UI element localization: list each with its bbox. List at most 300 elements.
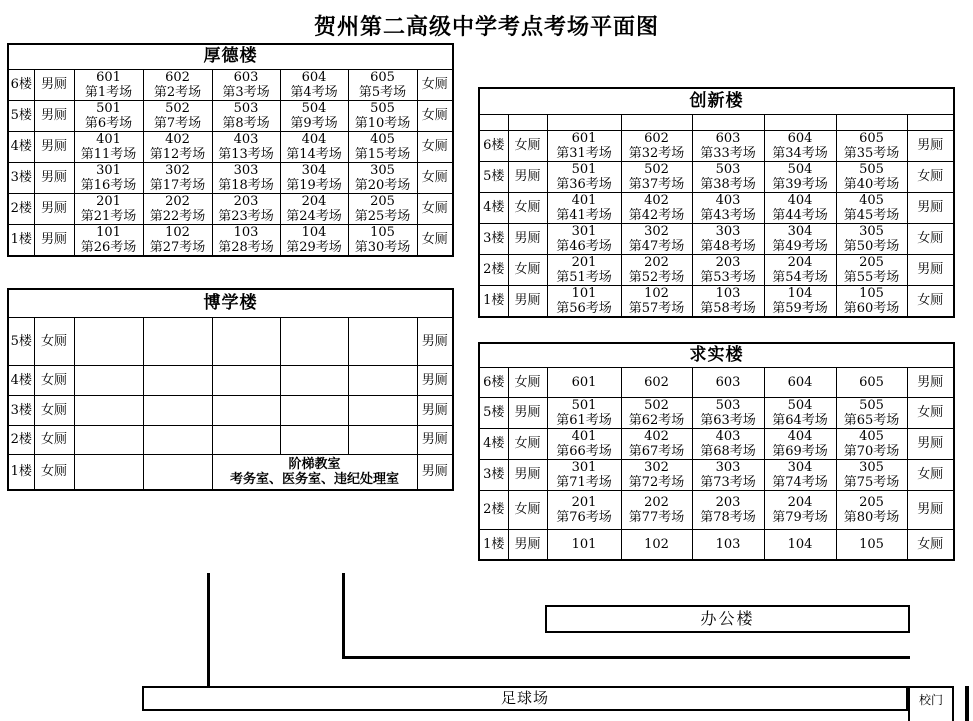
- room-number: 302: [165, 162, 190, 178]
- floor-row: [479, 367, 954, 397]
- room-number: 202: [165, 193, 190, 209]
- room-cell: [280, 162, 348, 193]
- floor-row: [8, 131, 453, 162]
- exam-room-label: 第47考场: [628, 238, 685, 254]
- toilet-cell-left: 女厕: [508, 367, 547, 397]
- floor-label: 5楼: [8, 100, 34, 131]
- toilet-cell-right: 女厕: [907, 397, 954, 428]
- exam-room-label: 第50考场: [843, 238, 900, 254]
- exam-room-label: 第48考场: [700, 238, 756, 254]
- room-cell: [348, 317, 417, 365]
- exam-room-label: 第65考场: [843, 412, 900, 428]
- room-number: 504: [301, 100, 327, 116]
- exam-room-label: 第7考场: [153, 115, 202, 131]
- toilet-cell-left: 女厕: [34, 395, 74, 425]
- toilet-cell-right: 女厕: [417, 131, 453, 162]
- room-number: 303: [715, 223, 741, 239]
- room-cell: [764, 130, 836, 161]
- exam-room-label: 第31考场: [556, 145, 612, 161]
- room-cell: [692, 367, 764, 397]
- room-number: 103: [715, 536, 741, 552]
- room-cell: [280, 69, 348, 100]
- room-number: 503: [715, 161, 741, 177]
- exam-room-label: 第37考场: [628, 176, 685, 192]
- room-number: 203: [233, 193, 259, 209]
- room-number: 302: [644, 223, 669, 239]
- toilet-cell-right: 女厕: [417, 100, 453, 131]
- exam-room-label: 第16考场: [80, 177, 137, 193]
- special-rooms-line: 考务室、医务室、违纪处理室: [229, 471, 399, 487]
- room-number: 601: [571, 374, 597, 390]
- floor-label: 2楼: [8, 425, 34, 454]
- room-cell: [212, 69, 280, 100]
- room-number: 604: [787, 374, 813, 390]
- room-cell: [621, 397, 692, 428]
- room-number: 103: [233, 224, 259, 240]
- floor-row: [479, 397, 954, 428]
- floor-row: [8, 395, 453, 425]
- room-number: 604: [787, 130, 813, 146]
- room-number: 504: [787, 161, 813, 177]
- room-number: 603: [715, 374, 741, 390]
- room-cell: [212, 193, 280, 224]
- exam-room-label: 第68考场: [700, 443, 756, 459]
- room-number: 603: [233, 69, 259, 85]
- room-cell: [74, 100, 143, 131]
- exam-room-label: 第39考场: [772, 176, 828, 192]
- floor-row: [8, 69, 453, 100]
- floor-label: 6楼: [479, 130, 508, 161]
- toilet-cell-right: 男厕: [907, 428, 954, 459]
- building-title: 创新楼: [479, 88, 954, 114]
- room-number: 501: [96, 100, 121, 116]
- room-cell: [621, 192, 692, 223]
- room-cell: [280, 224, 348, 256]
- room-cell: [280, 365, 348, 395]
- room-number: 305: [370, 162, 395, 178]
- room-cell: [764, 285, 836, 317]
- toilet-cell-right: 女厕: [417, 162, 453, 193]
- exam-room-label: 第38考场: [700, 176, 756, 192]
- room-cell: [143, 69, 212, 100]
- toilet-cell-right: 女厕: [417, 69, 453, 100]
- exam-room-label: 第13考场: [218, 146, 274, 162]
- toilet-cell-left: 女厕: [508, 192, 547, 223]
- floor-row: [8, 454, 453, 490]
- room-cell: [621, 161, 692, 192]
- exam-room-label: 第32考场: [628, 145, 685, 161]
- room-cell: [692, 130, 764, 161]
- toilet-cell-left: 男厕: [508, 161, 547, 192]
- exam-room-label: 第49考场: [772, 238, 828, 254]
- room-cell: [692, 161, 764, 192]
- exam-room-label: 第70考场: [843, 443, 900, 459]
- exam-room-label: 第46考场: [556, 238, 612, 254]
- room-number: 204: [787, 254, 813, 270]
- room-cell: [280, 395, 348, 425]
- room-cell: [836, 459, 907, 490]
- room-number: 301: [571, 223, 597, 239]
- room-cell: [143, 395, 212, 425]
- exam-room-label: 第27考场: [149, 239, 206, 255]
- floor-row: [479, 254, 954, 285]
- room-number: 402: [165, 131, 190, 147]
- room-number: 402: [644, 192, 669, 208]
- room-cell: [74, 425, 143, 454]
- room-number: 404: [301, 131, 327, 147]
- building-title: 博学楼: [8, 289, 453, 317]
- room-number: 502: [165, 100, 190, 116]
- exam-room-label: 第28考场: [218, 239, 274, 255]
- room-cell: [764, 192, 836, 223]
- room-cell: [280, 425, 348, 454]
- room-cell: [280, 317, 348, 365]
- toilet-cell-left: 男厕: [34, 100, 74, 131]
- room-cell: [836, 529, 907, 560]
- exam-room-label: 第72考场: [628, 474, 685, 490]
- toilet-cell-right: 男厕: [417, 454, 453, 490]
- room-number: 101: [96, 224, 121, 240]
- room-cell: [74, 131, 143, 162]
- room-cell: [547, 192, 621, 223]
- school-gate-label: 校门: [918, 693, 943, 707]
- exam-room-label: 第5考场: [358, 84, 407, 100]
- room-cell: [836, 130, 907, 161]
- toilet-cell-right: 男厕: [907, 130, 954, 161]
- room-number: 205: [859, 254, 884, 270]
- room-cell: [692, 490, 764, 529]
- toilet-cell-right: 男厕: [417, 425, 453, 454]
- room-number: 101: [571, 285, 597, 301]
- room-cell: [348, 100, 417, 131]
- exam-room-label: 第73考场: [700, 474, 756, 490]
- floor-row: [479, 490, 954, 529]
- toilet-cell-left: 女厕: [508, 130, 547, 161]
- room-number: 303: [715, 459, 741, 475]
- room-number: 205: [859, 494, 884, 510]
- room-cell: [836, 192, 907, 223]
- toilet-cell-right: 女厕: [417, 224, 453, 256]
- room-cell: [621, 130, 692, 161]
- toilet-cell-right: 男厕: [907, 192, 954, 223]
- floor-row: [479, 428, 954, 459]
- room-number: 603: [715, 130, 741, 146]
- toilet-cell-right: 男厕: [907, 367, 954, 397]
- exam-room-label: 第10考场: [354, 115, 411, 131]
- floor-row: [8, 224, 453, 256]
- room-cell: [212, 131, 280, 162]
- special-rooms-cell: [212, 454, 417, 490]
- exam-room-label: 第19考场: [286, 177, 342, 193]
- room-cell: [547, 490, 621, 529]
- school-gate-box: [908, 686, 954, 721]
- room-cell: [621, 254, 692, 285]
- special-rooms-line: 阶梯教室: [288, 456, 341, 472]
- spacer-cell: [764, 114, 836, 130]
- room-cell: [836, 397, 907, 428]
- room-cell: [692, 192, 764, 223]
- room-number: 105: [859, 285, 884, 301]
- floor-row: [8, 317, 453, 365]
- spacer-cell: [547, 114, 621, 130]
- room-number: 501: [571, 397, 597, 413]
- room-number: 502: [644, 397, 669, 413]
- building-qiushi: [478, 342, 955, 561]
- toilet-cell-left: 女厕: [34, 317, 74, 365]
- toilet-cell-right: 男厕: [417, 365, 453, 395]
- room-cell: [547, 367, 621, 397]
- floor-row: [479, 192, 954, 223]
- room-number: 404: [787, 428, 813, 444]
- exam-room-label: 第53考场: [700, 269, 756, 285]
- floor-label: 1楼: [8, 454, 34, 490]
- spacer-cell: [508, 114, 547, 130]
- room-cell: [547, 397, 621, 428]
- room-cell: [348, 425, 417, 454]
- room-number: 101: [571, 536, 597, 552]
- floor-label: 3楼: [8, 395, 34, 425]
- office-building-box: [545, 605, 910, 633]
- room-number: 504: [787, 397, 813, 413]
- room-number: 403: [715, 192, 741, 208]
- room-cell: [348, 162, 417, 193]
- room-cell: [764, 223, 836, 254]
- exam-room-label: 第8考场: [222, 115, 270, 131]
- room-cell: [764, 529, 836, 560]
- room-number: 602: [165, 69, 190, 85]
- room-number: 304: [787, 223, 813, 239]
- room-number: 205: [370, 193, 395, 209]
- room-cell: [547, 161, 621, 192]
- exam-room-label: 第79考场: [772, 509, 828, 525]
- room-cell: [547, 459, 621, 490]
- toilet-cell-left: 男厕: [508, 285, 547, 317]
- spacer-cell: [692, 114, 764, 130]
- exam-room-label: 第55考场: [843, 269, 900, 285]
- room-cell: [212, 317, 280, 365]
- exam-room-label: 第44考场: [772, 207, 828, 223]
- toilet-cell-right: 女厕: [907, 223, 954, 254]
- exam-room-label: 第30考场: [354, 239, 411, 255]
- exam-room-label: 第51考场: [556, 269, 612, 285]
- building-chuangxin: [478, 87, 955, 318]
- exam-room-label: 第29考场: [286, 239, 342, 255]
- exam-room-label: 第26考场: [80, 239, 137, 255]
- spacer-cell: [621, 114, 692, 130]
- room-number: 201: [571, 254, 597, 270]
- exam-room-label: 第45考场: [843, 207, 900, 223]
- room-cell: [547, 529, 621, 560]
- room-cell: [836, 285, 907, 317]
- room-number: 204: [301, 193, 327, 209]
- room-number: 401: [96, 131, 121, 147]
- room-cell: [621, 428, 692, 459]
- floor-label: 5楼: [8, 317, 34, 365]
- room-cell: [621, 223, 692, 254]
- room-number: 601: [96, 69, 121, 85]
- exam-room-label: 第71考场: [556, 474, 612, 490]
- room-cell: [764, 428, 836, 459]
- exam-room-label: 第33考场: [700, 145, 756, 161]
- room-cell: [764, 367, 836, 397]
- room-cell: [547, 130, 621, 161]
- exam-room-label: 第40考场: [843, 176, 900, 192]
- room-cell: [74, 193, 143, 224]
- room-cell: [74, 162, 143, 193]
- room-cell: [621, 529, 692, 560]
- toilet-cell-right: 男厕: [417, 395, 453, 425]
- toilet-cell-left: 女厕: [508, 254, 547, 285]
- floor-label: 4楼: [479, 428, 508, 459]
- exam-room-label: 第9考场: [290, 115, 338, 131]
- exam-room-label: 第60考场: [843, 300, 900, 316]
- room-number: 104: [787, 536, 813, 552]
- exam-room-label: 第21考场: [80, 208, 137, 224]
- room-cell: [692, 529, 764, 560]
- toilet-cell-left: 女厕: [34, 425, 74, 454]
- room-cell: [74, 317, 143, 365]
- exam-room-label: 第4考场: [290, 84, 338, 100]
- exam-room-label: 第23考场: [218, 208, 274, 224]
- room-cell: [836, 254, 907, 285]
- floor-row: [8, 425, 453, 454]
- room-cell: [348, 131, 417, 162]
- exam-room-label: 第18考场: [218, 177, 274, 193]
- floor-label: 2楼: [479, 254, 508, 285]
- room-cell: [692, 285, 764, 317]
- floor-label: 5楼: [479, 161, 508, 192]
- exam-room-label: 第66考场: [556, 443, 612, 459]
- room-number: 203: [715, 494, 741, 510]
- room-cell: [212, 395, 280, 425]
- room-number: 303: [233, 162, 259, 178]
- room-number: 202: [644, 254, 669, 270]
- room-number: 401: [571, 428, 597, 444]
- building-houde: [7, 43, 454, 257]
- exam-room-label: 第1考场: [84, 84, 133, 100]
- exam-room-label: 第14考场: [286, 146, 342, 162]
- exam-room-label: 第74考场: [772, 474, 828, 490]
- room-cell: [764, 254, 836, 285]
- room-cell: [547, 428, 621, 459]
- room-cell: [143, 100, 212, 131]
- toilet-cell-left: 男厕: [508, 459, 547, 490]
- football-field-label: 足球场: [500, 689, 549, 707]
- room-cell: [143, 454, 212, 490]
- exam-room-label: 第63考场: [700, 412, 756, 428]
- exam-room-label: 第59考场: [772, 300, 828, 316]
- room-number: 503: [715, 397, 741, 413]
- room-number: 103: [715, 285, 741, 301]
- room-cell: [74, 454, 143, 490]
- room-cell: [547, 254, 621, 285]
- exam-room-label: 第17考场: [149, 177, 206, 193]
- room-cell: [348, 224, 417, 256]
- toilet-cell-right: 男厕: [417, 317, 453, 365]
- room-cell: [621, 367, 692, 397]
- room-number: 105: [370, 224, 395, 240]
- room-number: 304: [301, 162, 327, 178]
- road-line-right-horizontal: [342, 656, 910, 659]
- floor-row: [479, 285, 954, 317]
- room-number: 403: [233, 131, 259, 147]
- exam-room-label: 第80考场: [843, 509, 900, 525]
- exam-room-label: 第6考场: [84, 115, 133, 131]
- room-number: 405: [859, 192, 884, 208]
- room-cell: [212, 425, 280, 454]
- road-line-left: [207, 573, 210, 686]
- office-building-label: 办公楼: [700, 609, 755, 628]
- room-number: 305: [859, 223, 884, 239]
- room-cell: [212, 224, 280, 256]
- room-cell: [547, 223, 621, 254]
- gate-wall-line: [965, 686, 969, 721]
- floor-row: [8, 193, 453, 224]
- room-cell: [280, 100, 348, 131]
- floor-label: 4楼: [8, 131, 34, 162]
- floor-label: 1楼: [479, 529, 508, 560]
- room-number: 104: [301, 224, 327, 240]
- exam-room-label: 第25考场: [354, 208, 411, 224]
- toilet-cell-left: 女厕: [34, 454, 74, 490]
- room-cell: [143, 131, 212, 162]
- toilet-cell-left: 男厕: [34, 69, 74, 100]
- floor-label: 5楼: [479, 397, 508, 428]
- room-cell: [280, 131, 348, 162]
- room-cell: [143, 317, 212, 365]
- room-number: 604: [301, 69, 327, 85]
- exam-room-label: 第77考场: [628, 509, 685, 525]
- floor-label: 3楼: [8, 162, 34, 193]
- room-number: 403: [715, 428, 741, 444]
- room-number: 301: [96, 162, 121, 178]
- toilet-cell-left: 男厕: [508, 397, 547, 428]
- toilet-cell-left: 女厕: [34, 365, 74, 395]
- exam-room-label: 第2考场: [153, 84, 202, 100]
- room-cell: [280, 193, 348, 224]
- room-cell: [212, 162, 280, 193]
- spacer-cell: [836, 114, 907, 130]
- toilet-cell-left: 男厕: [508, 223, 547, 254]
- building-title: 厚德楼: [8, 44, 453, 69]
- exam-room-label: 第12考场: [149, 146, 206, 162]
- room-number: 104: [787, 285, 813, 301]
- room-cell: [836, 490, 907, 529]
- exam-room-label: 第22考场: [149, 208, 206, 224]
- exam-room-label: 第34考场: [772, 145, 828, 161]
- room-cell: [143, 365, 212, 395]
- toilet-cell-right: 女厕: [907, 529, 954, 560]
- room-number: 605: [370, 69, 395, 85]
- room-cell: [547, 285, 621, 317]
- exam-room-label: 第58考场: [700, 300, 756, 316]
- room-cell: [692, 223, 764, 254]
- floor-label: 4楼: [479, 192, 508, 223]
- room-number: 301: [571, 459, 597, 475]
- toilet-cell-left: 男厕: [34, 193, 74, 224]
- exam-room-label: 第52考场: [628, 269, 685, 285]
- room-cell: [74, 224, 143, 256]
- exam-room-label: 第11考场: [80, 146, 137, 162]
- room-cell: [836, 367, 907, 397]
- building-title: 求实楼: [479, 343, 954, 367]
- exam-room-label: 第54考场: [772, 269, 828, 285]
- room-number: 605: [859, 130, 884, 146]
- floor-label: 2楼: [8, 193, 34, 224]
- floor-row: [479, 130, 954, 161]
- room-cell: [212, 100, 280, 131]
- room-number: 505: [859, 161, 884, 177]
